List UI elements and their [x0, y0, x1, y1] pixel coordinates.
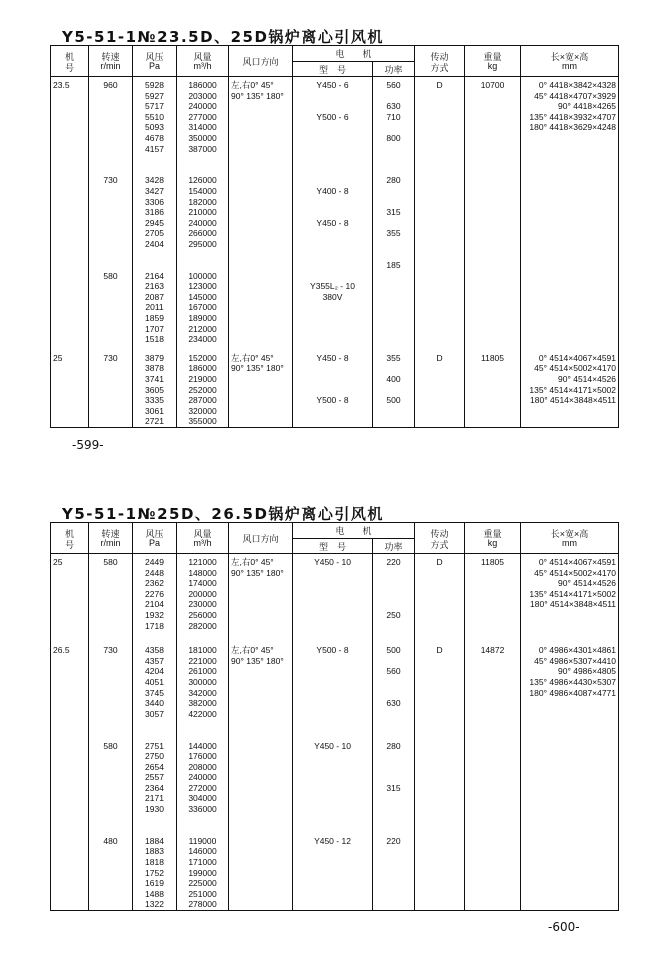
pressure-cell: 3879 3878 3741 3605 3335 3061 2721: [133, 345, 177, 428]
header-flow: 风量 m³/h: [177, 523, 229, 554]
table-row: [51, 631, 619, 910]
header-model: 型 号: [293, 62, 373, 77]
header-motor: 电 机: [293, 46, 415, 62]
model-cell: Y450 - 6 Y500 - 6 Y400 - 8 Y450 - 8 Y355L₂ - 10 380V: [293, 77, 373, 345]
weight-cell: 11805: [465, 554, 521, 632]
dims-cell: 0° 4986×4301×4861 45° 4986×5307×4410 90° 4986×4805 135° 4986×4430×5307 180° 4986×4087×4771: [521, 631, 619, 910]
model-cell: Y500 - 8 Y450 - 10 Y450 - 12: [293, 631, 373, 910]
drive-cell: D: [415, 77, 465, 345]
page-number-1: -599-: [72, 438, 104, 452]
flow-cell: 121000 148000 174000 200000 230000 256000 282000: [177, 554, 229, 632]
model-cell: Y450 - 8 Y500 - 8: [293, 345, 373, 428]
outlet-cell: 左,右0° 45° 90° 135° 180°: [229, 77, 293, 345]
header-pressure: 风压 Pa: [133, 523, 177, 554]
power-cell: 560 630 710 800 280 315 355 185: [373, 77, 415, 345]
flow-cell: 152000 186000 219000 252000 287000 320000 355000: [177, 345, 229, 428]
table-row: [51, 554, 619, 632]
table-title-2: Y5-51-1№25D、26.5D锅炉离心引风机: [62, 505, 384, 523]
outlet-cell: 左,右0° 45° 90° 135° 180°: [229, 631, 293, 910]
header-model: 型 号: [293, 539, 373, 554]
drive-cell: D: [415, 345, 465, 428]
header-speed: 转速 r/min: [89, 523, 133, 554]
header-dims: 长×宽×高 mm: [521, 523, 619, 554]
drive-cell: D: [415, 554, 465, 632]
power-cell: 500 560 630 280 315 220: [373, 631, 415, 910]
machine-no-cell: 23.5: [51, 77, 89, 345]
machine-no-cell: 26.5: [51, 631, 89, 910]
header-dims: 长×宽×高 mm: [521, 46, 619, 77]
dims-cell: 0° 4514×4067×4591 45° 4514×5002×4170 90° 4514×4526 135° 4514×4171×5002 180° 4514×3848×4511: [521, 554, 619, 632]
header-machine-no: 机 号: [51, 523, 89, 554]
dims-cell: 0° 4514×4067×4591 45° 4514×5002×4170 90° 4514×4526 135° 4514×4171×5002 180° 4514×3848×4511: [521, 345, 619, 428]
header-pressure: 风压 Pa: [133, 46, 177, 77]
power-cell: 220 250: [373, 554, 415, 632]
header-drive: 传动 方式: [415, 46, 465, 77]
weight-cell: 11805: [465, 345, 521, 428]
flow-cell: 181000 221000 261000 300000 342000 382000 422000 144000 176000 208000 240000 272000 304000 336000 119000 146000 171000 199000 225000 251000 278000: [177, 631, 229, 910]
table-title-1: Y5-51-1№23.5D、25D锅炉离心引风机: [62, 28, 384, 46]
drive-cell: D: [415, 631, 465, 910]
header-weight: 重量 kg: [465, 46, 521, 77]
model-cell: Y450 - 10: [293, 554, 373, 632]
machine-no-cell: 25: [51, 345, 89, 428]
header-motor: 电 机: [293, 523, 415, 539]
flow-cell: 186000 203000 240000 277000 314000 350000 387000 126000 154000 182000 210000 240000 266000 295000 100000 123000 145000 167000 189000 212000 234000: [177, 77, 229, 345]
header-machine-no: 机 号: [51, 46, 89, 77]
header-outlet: 风口方向: [229, 523, 293, 554]
page-number-2: -600-: [548, 920, 580, 934]
table-row: [51, 77, 619, 345]
machine-no-cell: 25: [51, 554, 89, 632]
weight-cell: 10700: [465, 77, 521, 345]
outlet-cell: 左,右0° 45° 90° 135° 180°: [229, 554, 293, 632]
speed-cell: 730 580 480: [89, 631, 133, 910]
pressure-cell: 5928 5927 5717 5510 5093 4678 4157 3428 3427 3306 3186 2945 2705 2404 2164 2163 2087 2011 1859 1707 1518: [133, 77, 177, 345]
pressure-cell: 4358 4357 4204 4051 3745 3440 3057 2751 2750 2654 2557 2364 2171 1930 1884 1883 1818 1752 1619 1488 1322: [133, 631, 177, 910]
dims-cell: 0° 4418×3842×4328 45° 4418×4707×3929 90° 4418×4265 135° 4418×3932×4707 180° 4418×3629×4248: [521, 77, 619, 345]
header-weight: 重量 kg: [465, 523, 521, 554]
header-flow: 风量 m³/h: [177, 46, 229, 77]
weight-cell: 14872: [465, 631, 521, 910]
header-power: 功率: [373, 62, 415, 77]
speed-cell: 580: [89, 554, 133, 632]
speed-cell: 960 730 580: [89, 77, 133, 345]
header-speed: 转速 r/min: [89, 46, 133, 77]
speed-cell: 730: [89, 345, 133, 428]
pressure-cell: 2449 2448 2362 2276 2104 1932 1718: [133, 554, 177, 632]
header-drive: 传动 方式: [415, 523, 465, 554]
table-row: [51, 345, 619, 428]
header-power: 功率: [373, 539, 415, 554]
header-outlet: 风口方向: [229, 46, 293, 77]
fan-spec-table-2: [50, 522, 619, 911]
fan-spec-table-1: [50, 45, 619, 428]
power-cell: 355 400 500: [373, 345, 415, 428]
outlet-cell: 左,右0° 45° 90° 135° 180°: [229, 345, 293, 428]
